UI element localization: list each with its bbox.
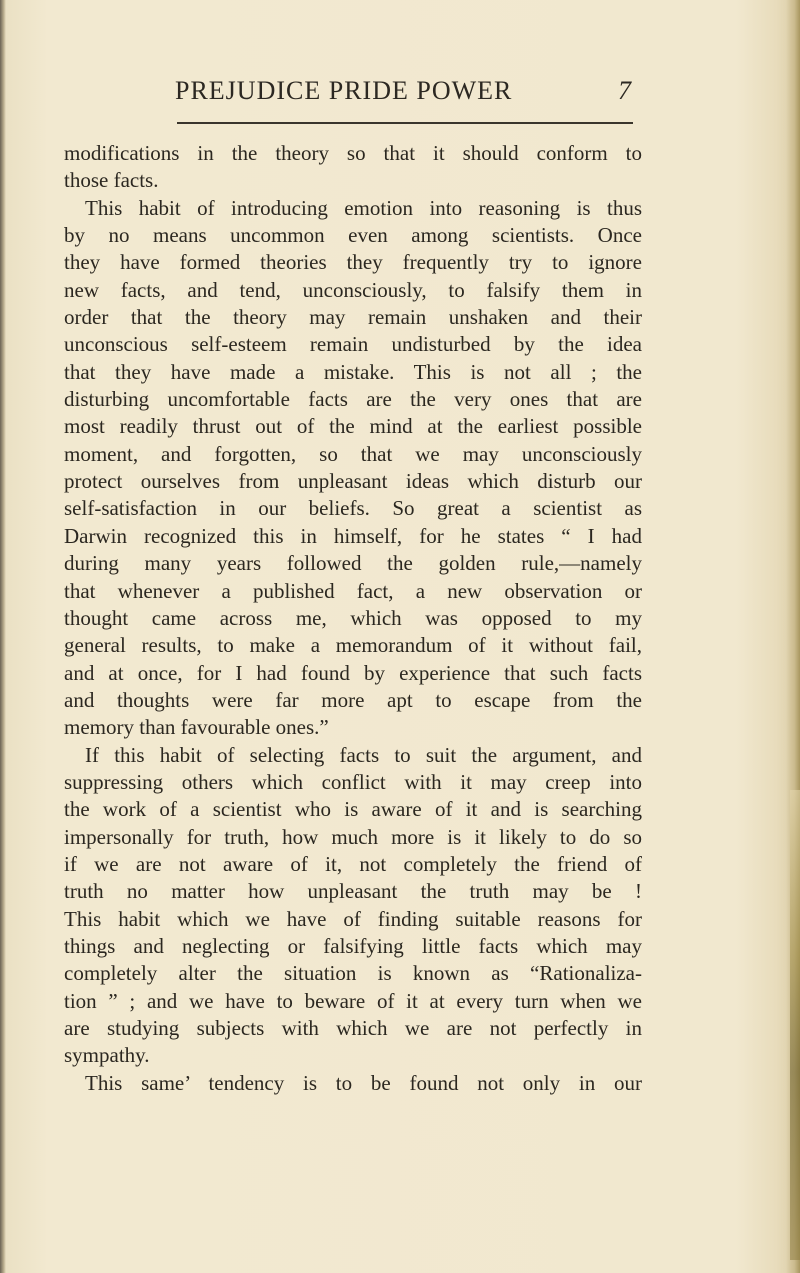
text-line: This same’ tendency is to be found not only in our xyxy=(85,1070,642,1095)
text-line: This habit which we have of finding suitable reasons for xyxy=(64,906,642,931)
text-line: moment, and forgotten, so that we may unconsciously xyxy=(64,441,642,466)
text-line: the work of a scientist who is aware of it and is searching xyxy=(64,797,642,822)
text-line: self-satisfaction in our beliefs. So great a scientist as xyxy=(64,496,642,521)
text-line: order that the theory may remain unshaken and their xyxy=(64,305,642,330)
running-title: PREJUDICE PRIDE POWER xyxy=(175,76,513,105)
header-rule xyxy=(177,122,633,124)
page-edge-stain xyxy=(790,790,800,1260)
text-line: This habit of introducing emotion into reasoning is thus xyxy=(85,195,642,220)
text-line: protect ourselves from unpleasant ideas which disturb our xyxy=(64,469,642,494)
text-line: Darwin recognized this in himself, for he states “ I had xyxy=(64,523,642,548)
text-line: truth no matter how unpleasant the truth may be ! xyxy=(64,879,642,904)
text-line: disturbing uncomfortable facts are the very ones that are xyxy=(64,387,642,412)
text-line: and thoughts were far more apt to escape from the xyxy=(64,687,642,712)
page-number: 7 xyxy=(618,76,632,105)
text-line: they have formed theories they frequently try to ignore xyxy=(64,250,642,275)
text-line: most readily thrust out of the mind at the earliest possible xyxy=(64,414,642,439)
text-line: memory than favourable ones.” xyxy=(64,715,329,740)
running-head xyxy=(175,76,650,116)
text-line: that they have made a mistake. This is not all ; the xyxy=(64,359,642,384)
text-line: and at once, for I had found by experience that such facts xyxy=(64,660,642,685)
page-binding-shadow xyxy=(0,0,6,1273)
text-line: sympathy. xyxy=(64,1043,150,1068)
text-line: are studying subjects with which we are not perfectly in xyxy=(64,1016,642,1040)
text-line: unconscious self-esteem remain undisturbed by the idea xyxy=(64,332,642,357)
text-line: tion ” ; and we have to beware of it at every turn when we xyxy=(64,988,642,1013)
text-line: those facts. xyxy=(64,168,159,193)
text-line: general results, to make a memorandum of it without fail, xyxy=(64,633,642,658)
text-line: thought came across me, which was opposed to my xyxy=(64,605,642,630)
text-line: completely alter the situation is known as “Rationaliza- xyxy=(64,961,642,986)
text-line: if we are not aware of it, not completely the friend of xyxy=(64,851,642,876)
text-line: If this habit of selecting facts to suit the argument, and xyxy=(85,742,642,767)
text-line: things and neglecting or falsifying little facts which may xyxy=(64,933,642,958)
text-line: suppressing others which conflict with it may creep into xyxy=(64,769,642,794)
text-line: modifications in the theory so that it should conform to xyxy=(64,141,642,165)
text-line: that whenever a published fact, a new observation or xyxy=(64,578,642,603)
text-line: during many years followed the golden rule,—namely xyxy=(64,551,642,576)
text-line: new facts, and tend, unconsciously, to falsify them in xyxy=(64,277,642,302)
text-line: by no means uncommon even among scientists. Once xyxy=(64,223,642,248)
body-text xyxy=(64,140,642,1097)
text-line: impersonally for truth, how much more is it likely to do so xyxy=(64,824,642,849)
